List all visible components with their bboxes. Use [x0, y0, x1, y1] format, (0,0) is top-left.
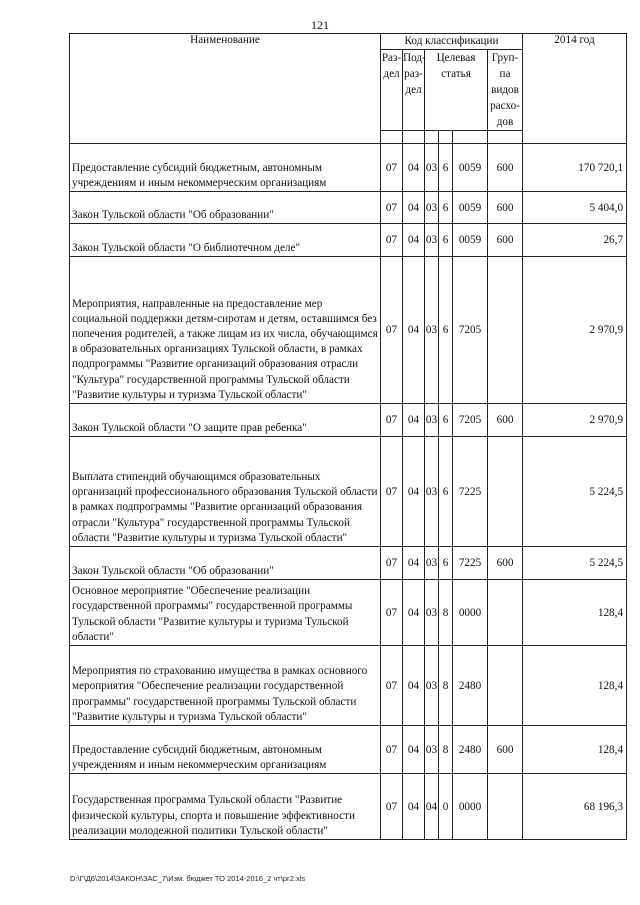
row-amount: 128,4	[523, 726, 627, 774]
row-target-part3: 7225	[453, 547, 488, 580]
row-target-part2: 8	[439, 726, 453, 774]
row-name: Мероприятия по страхованию имущества в рамках основного мероприятия "Обеспечение реализации государственной программы" государственной программы Тульской области "Развитие культуры и туризма Тульской области"	[70, 646, 381, 726]
row-amount: 170 720,1	[523, 144, 627, 192]
row-target-part2: 8	[439, 646, 453, 726]
row-subsection: 04	[403, 437, 425, 547]
row-section: 07	[381, 580, 403, 646]
row-expense-group: 600	[488, 144, 523, 192]
row-name: Закон Тульской области "О защите прав ребенка"	[70, 404, 381, 437]
row-expense-group	[488, 774, 523, 840]
row-expense-group	[488, 646, 523, 726]
row-section: 07	[381, 224, 403, 257]
row-section: 07	[381, 547, 403, 580]
row-amount: 2 970,9	[523, 257, 627, 404]
table-row	[70, 192, 627, 224]
row-name: Мероприятия, направленные на предоставление мер социальной поддержки детям-сиротам и детям, оставшимся без попечения родителей, а также лицам из их числа, обучающимся в образовательных организациях Тульской области, в рамках подпрограммы "Развитие организаций образования отрасли "Культура" государственной программы Тульской области "Развитие культуры и туризма Тульской области"	[70, 257, 381, 404]
header-target: Целевая статья	[425, 50, 488, 131]
table-row	[70, 580, 627, 646]
row-target-part1: 03	[425, 192, 439, 224]
table-row	[70, 726, 627, 774]
row-target-part2: 6	[439, 547, 453, 580]
row-amount: 68 196,3	[523, 774, 627, 840]
row-name: Основное мероприятие "Обеспечение реализации государственной программы" государственной программы Тульской области "Развитие культуры и туризма Тульской области"	[70, 580, 381, 646]
row-name: Закон Тульской области "Об образовании"	[70, 192, 381, 224]
row-name: Закон Тульской области "О библиотечном деле"	[70, 224, 381, 257]
row-target-part2: 6	[439, 192, 453, 224]
row-expense-group: 600	[488, 404, 523, 437]
header-year: 2014 год	[523, 34, 627, 144]
row-name: Выплата стипендий обучающимся образовательных организаций профессионального образования Тульской области в рамках подпрограммы "Развитие организаций образования отрасли "Культура" государственной программы Тульской области "Развитие культуры и туризма Тульской области"	[70, 437, 381, 547]
row-subsection: 04	[403, 547, 425, 580]
row-target-part1: 03	[425, 580, 439, 646]
row-section: 07	[381, 257, 403, 404]
header-blank-cell	[439, 131, 453, 144]
budget-table	[69, 33, 627, 840]
row-expense-group: 600	[488, 224, 523, 257]
row-target-part2: 8	[439, 580, 453, 646]
row-target-part3: 2480	[453, 726, 488, 774]
header-blank-cell	[488, 131, 523, 144]
row-amount: 128,4	[523, 580, 627, 646]
row-target-part2: 0	[439, 774, 453, 840]
row-amount: 128,4	[523, 646, 627, 726]
row-target-part1: 03	[425, 646, 439, 726]
header-classification: Код классификации	[381, 34, 523, 50]
row-target-part3: 2480	[453, 646, 488, 726]
table-row	[70, 144, 627, 192]
row-target-part2: 6	[439, 437, 453, 547]
row-section: 07	[381, 437, 403, 547]
row-target-part1: 03	[425, 257, 439, 404]
row-subsection: 04	[403, 224, 425, 257]
row-expense-group	[488, 580, 523, 646]
row-target-part2: 6	[439, 257, 453, 404]
row-target-part3: 0059	[453, 144, 488, 192]
row-expense-group: 600	[488, 726, 523, 774]
file-path-footer: D:\Г\Д6\2014\ЗАКОН\ЗАС_7\Изм. бюджет ТО 2014-2016_2 чт\рг2.xls	[70, 874, 306, 883]
header-subsection: Под- раз- дел	[403, 50, 425, 131]
table-row	[70, 437, 627, 547]
row-subsection: 04	[403, 646, 425, 726]
row-target-part3: 7205	[453, 404, 488, 437]
row-target-part1: 03	[425, 144, 439, 192]
row-section: 07	[381, 404, 403, 437]
table-row	[70, 646, 627, 726]
row-target-part3: 0059	[453, 224, 488, 257]
table-row	[70, 774, 627, 840]
row-expense-group	[488, 437, 523, 547]
row-section: 07	[381, 726, 403, 774]
row-amount: 5 404,0	[523, 192, 627, 224]
row-amount: 5 224,5	[523, 547, 627, 580]
row-target-part2: 6	[439, 404, 453, 437]
row-section: 07	[381, 774, 403, 840]
row-name: Закон Тульской области "Об образовании"	[70, 547, 381, 580]
row-subsection: 04	[403, 726, 425, 774]
header-blank-cell	[425, 131, 439, 144]
row-target-part3: 0059	[453, 192, 488, 224]
row-amount: 5 224,5	[523, 437, 627, 547]
header-name: Наименование	[70, 34, 381, 144]
row-subsection: 04	[403, 144, 425, 192]
row-section: 07	[381, 144, 403, 192]
row-target-part1: 04	[425, 774, 439, 840]
row-expense-group: 600	[488, 192, 523, 224]
row-name: Предоставление субсидий бюджетным, автономным учреждениям и иным некоммерческим организациям	[70, 726, 381, 774]
table-row	[70, 257, 627, 404]
row-subsection: 04	[403, 404, 425, 437]
row-subsection: 04	[403, 257, 425, 404]
row-subsection: 04	[403, 580, 425, 646]
row-target-part3: 0000	[453, 580, 488, 646]
row-target-part1: 03	[425, 547, 439, 580]
row-amount: 2 970,9	[523, 404, 627, 437]
table-row	[70, 547, 627, 580]
row-target-part2: 6	[439, 224, 453, 257]
header-blank-cell	[453, 131, 488, 144]
row-amount: 26,7	[523, 224, 627, 257]
row-section: 07	[381, 192, 403, 224]
row-subsection: 04	[403, 774, 425, 840]
row-target-part2: 6	[439, 144, 453, 192]
row-expense-group	[488, 257, 523, 404]
header-group: Груп- па видов расхо- дов	[488, 50, 523, 131]
row-target-part3: 7205	[453, 257, 488, 404]
table-row	[70, 404, 627, 437]
row-target-part3: 7225	[453, 437, 488, 547]
row-section: 07	[381, 646, 403, 726]
header-section: Раз- дел	[381, 50, 403, 131]
row-target-part1: 03	[425, 437, 439, 547]
row-name: Государственная программа Тульской области "Развитие физической культуры, спорта и повышение эффективности реализации молодежной политики Тульской области"	[70, 774, 381, 840]
row-target-part1: 03	[425, 224, 439, 257]
row-target-part1: 03	[425, 726, 439, 774]
header-blank-cell	[403, 131, 425, 144]
row-target-part3: 0000	[453, 774, 488, 840]
row-target-part1: 03	[425, 404, 439, 437]
table-row	[70, 224, 627, 257]
row-subsection: 04	[403, 192, 425, 224]
header-blank-cell	[381, 131, 403, 144]
page-number: 121	[311, 18, 329, 32]
row-expense-group: 600	[488, 547, 523, 580]
row-name: Предоставление субсидий бюджетным, автономным учреждениям и иным некоммерческим организациям	[70, 144, 381, 192]
